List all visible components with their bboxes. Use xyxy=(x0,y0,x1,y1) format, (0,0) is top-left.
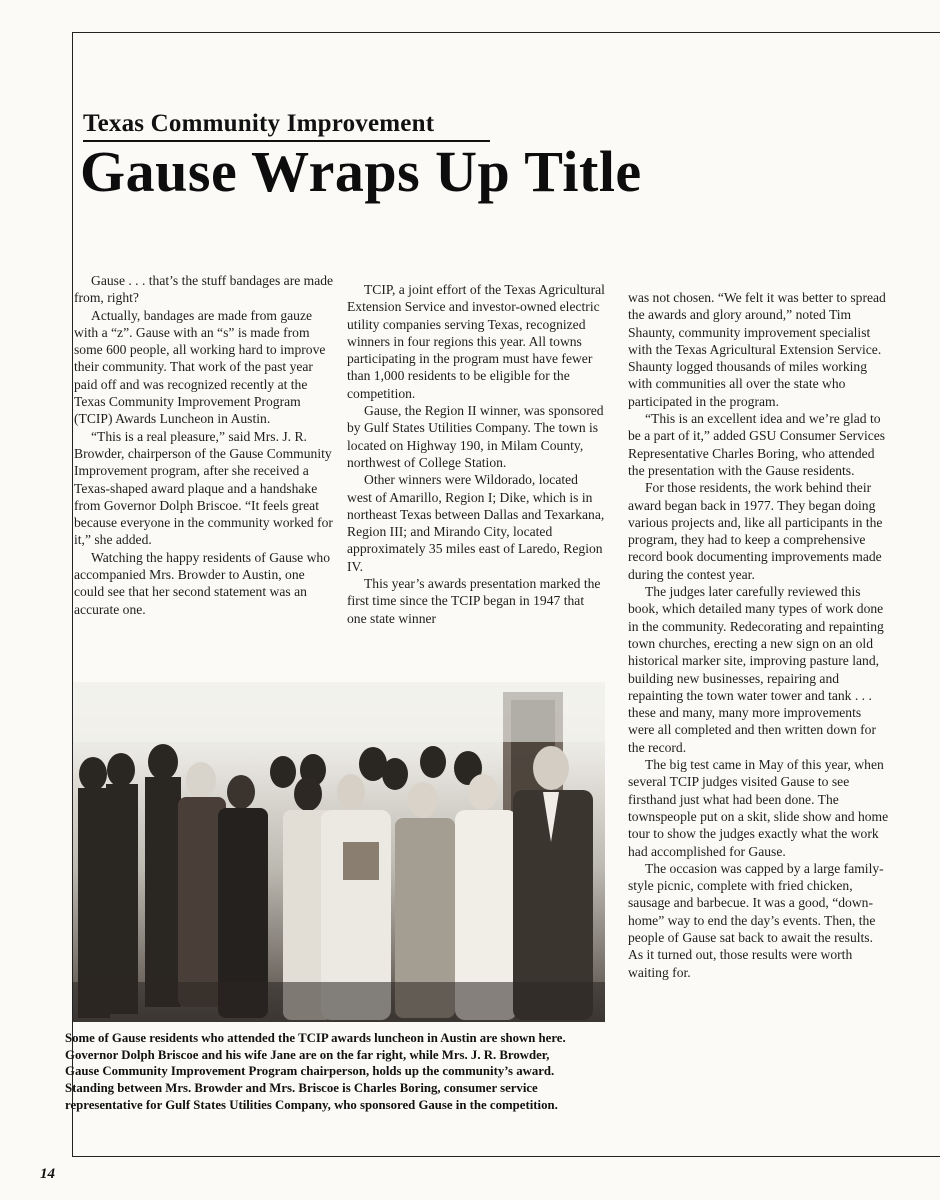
paragraph: Watching the happy residents of Gause who accompanied Mrs. Browder to Austin, one could see that her second statement was an accurate one. xyxy=(74,549,330,617)
group-photo-illustration xyxy=(73,682,605,1022)
paragraph: “This is an excellent idea and we’re glad to be a part of it,” added GSU Consumer Services Representative Charles Boring, who attended the presentation with the Gause residents. xyxy=(628,411,886,478)
paragraph: Gause . . . that’s the stuff bandages are made from, right? xyxy=(74,273,334,306)
paragraph: The big test came in May of this year, when several TCIP judges visited Gause to see firsthand just what had been done. The townspeople put on a skit, slide show and home tour to show the judges exactly what the work had accomplished for Gause. xyxy=(628,757,889,859)
text-column-3 xyxy=(628,289,890,981)
article-kicker: Texas Community Improvement xyxy=(83,110,490,142)
text-column-2 xyxy=(347,281,605,627)
text-column-1 xyxy=(74,272,336,618)
paragraph: The occasion was capped by a large family-style picnic, complete with fried chicken, sausage and barbecue. It was a good, “down-home” way to end the day’s events. Then, the people of Gause sat back to await the results. As it turned out, those results were worth waiting for. xyxy=(628,860,884,980)
paragraph: was not chosen. “We felt it was better to spread the awards and glory around,” noted Tim Shaunty, community improvement specialist with the Texas Agricultural Extension Service. Shaunty logged thousands of miles working with communities all over the state who participated in the program. xyxy=(628,290,886,409)
article-headline: Gause Wraps Up Title xyxy=(80,139,642,204)
paragraph: For those residents, the work behind their award began back in 1977. They began doing various projects and, like all participants in the program, they had to keep a comprehensive record book documenting improvements made during the contest year. xyxy=(628,480,883,582)
group-photo xyxy=(73,682,605,1022)
paragraph: “This is a real pleasure,” said Mrs. J. R. Browder, chairperson of the Gause Community Improvement program, after she received a Texas-shaped award plaque and a handshake from Governor Dolph Briscoe. “It feels great because everyone in the community worked for it,” she added. xyxy=(74,428,333,548)
paragraph: The judges later carefully reviewed this book, which detailed many types of work done in the community. Redecorating and repainting town churches, erecting a new sign on an old historical marker site, improving pasture land, building new businesses, repairing and repainting the town water tower and tank . . . these and many, many more improvements were all completed and then written down for the record. xyxy=(628,584,884,755)
paragraph: TCIP, a joint effort of the Texas Agricultural Extension Service and investor-owned electric utility companies serving Texas, recognized winners in four regions this year. All towns participating in the program must have fewer than 1,000 residents to be eligible for the competition. xyxy=(347,282,605,401)
page-number: 14 xyxy=(40,1166,55,1182)
paragraph: Other winners were Wildorado, located west of Amarillo, Region I; Dike, which is in northeast Texas between Dallas and Texarkana, Region III; and Mirando City, located approximately 35 miles east of Laredo, Region IV. xyxy=(347,472,605,574)
paragraph: Gause, the Region II winner, was sponsored by Gulf States Utilities Company. The town is located on Highway 190, in Milam County, northwest of College Station. xyxy=(347,403,604,470)
photo-caption: Some of Gause residents who attended the TCIP awards luncheon in Austin are shown here. Governor Dolph Briscoe and his wife Jane are on the far right, while Mrs. J. R. Browder, Gause Community Improvement Program chairperson, holds up the community’s award. Standing between Mrs. Browder and Mrs. Briscoe is Charles Boring, consumer service representative for Gulf States Utilities Company, who sponsored Gause in the competition. xyxy=(65,1031,566,1112)
paragraph: Actually, bandages are made from gauze with a “z”. Gause with an “s” is made from some 600 people, all working hard to improve their community. That work of the past year paid off and was recognized recently at the Texas Community Improvement Program (TCIP) Awards Luncheon in Austin. xyxy=(74,307,326,427)
paragraph: This year’s awards presentation marked the first time since the TCIP began in 1947 that one state winner xyxy=(347,576,601,626)
